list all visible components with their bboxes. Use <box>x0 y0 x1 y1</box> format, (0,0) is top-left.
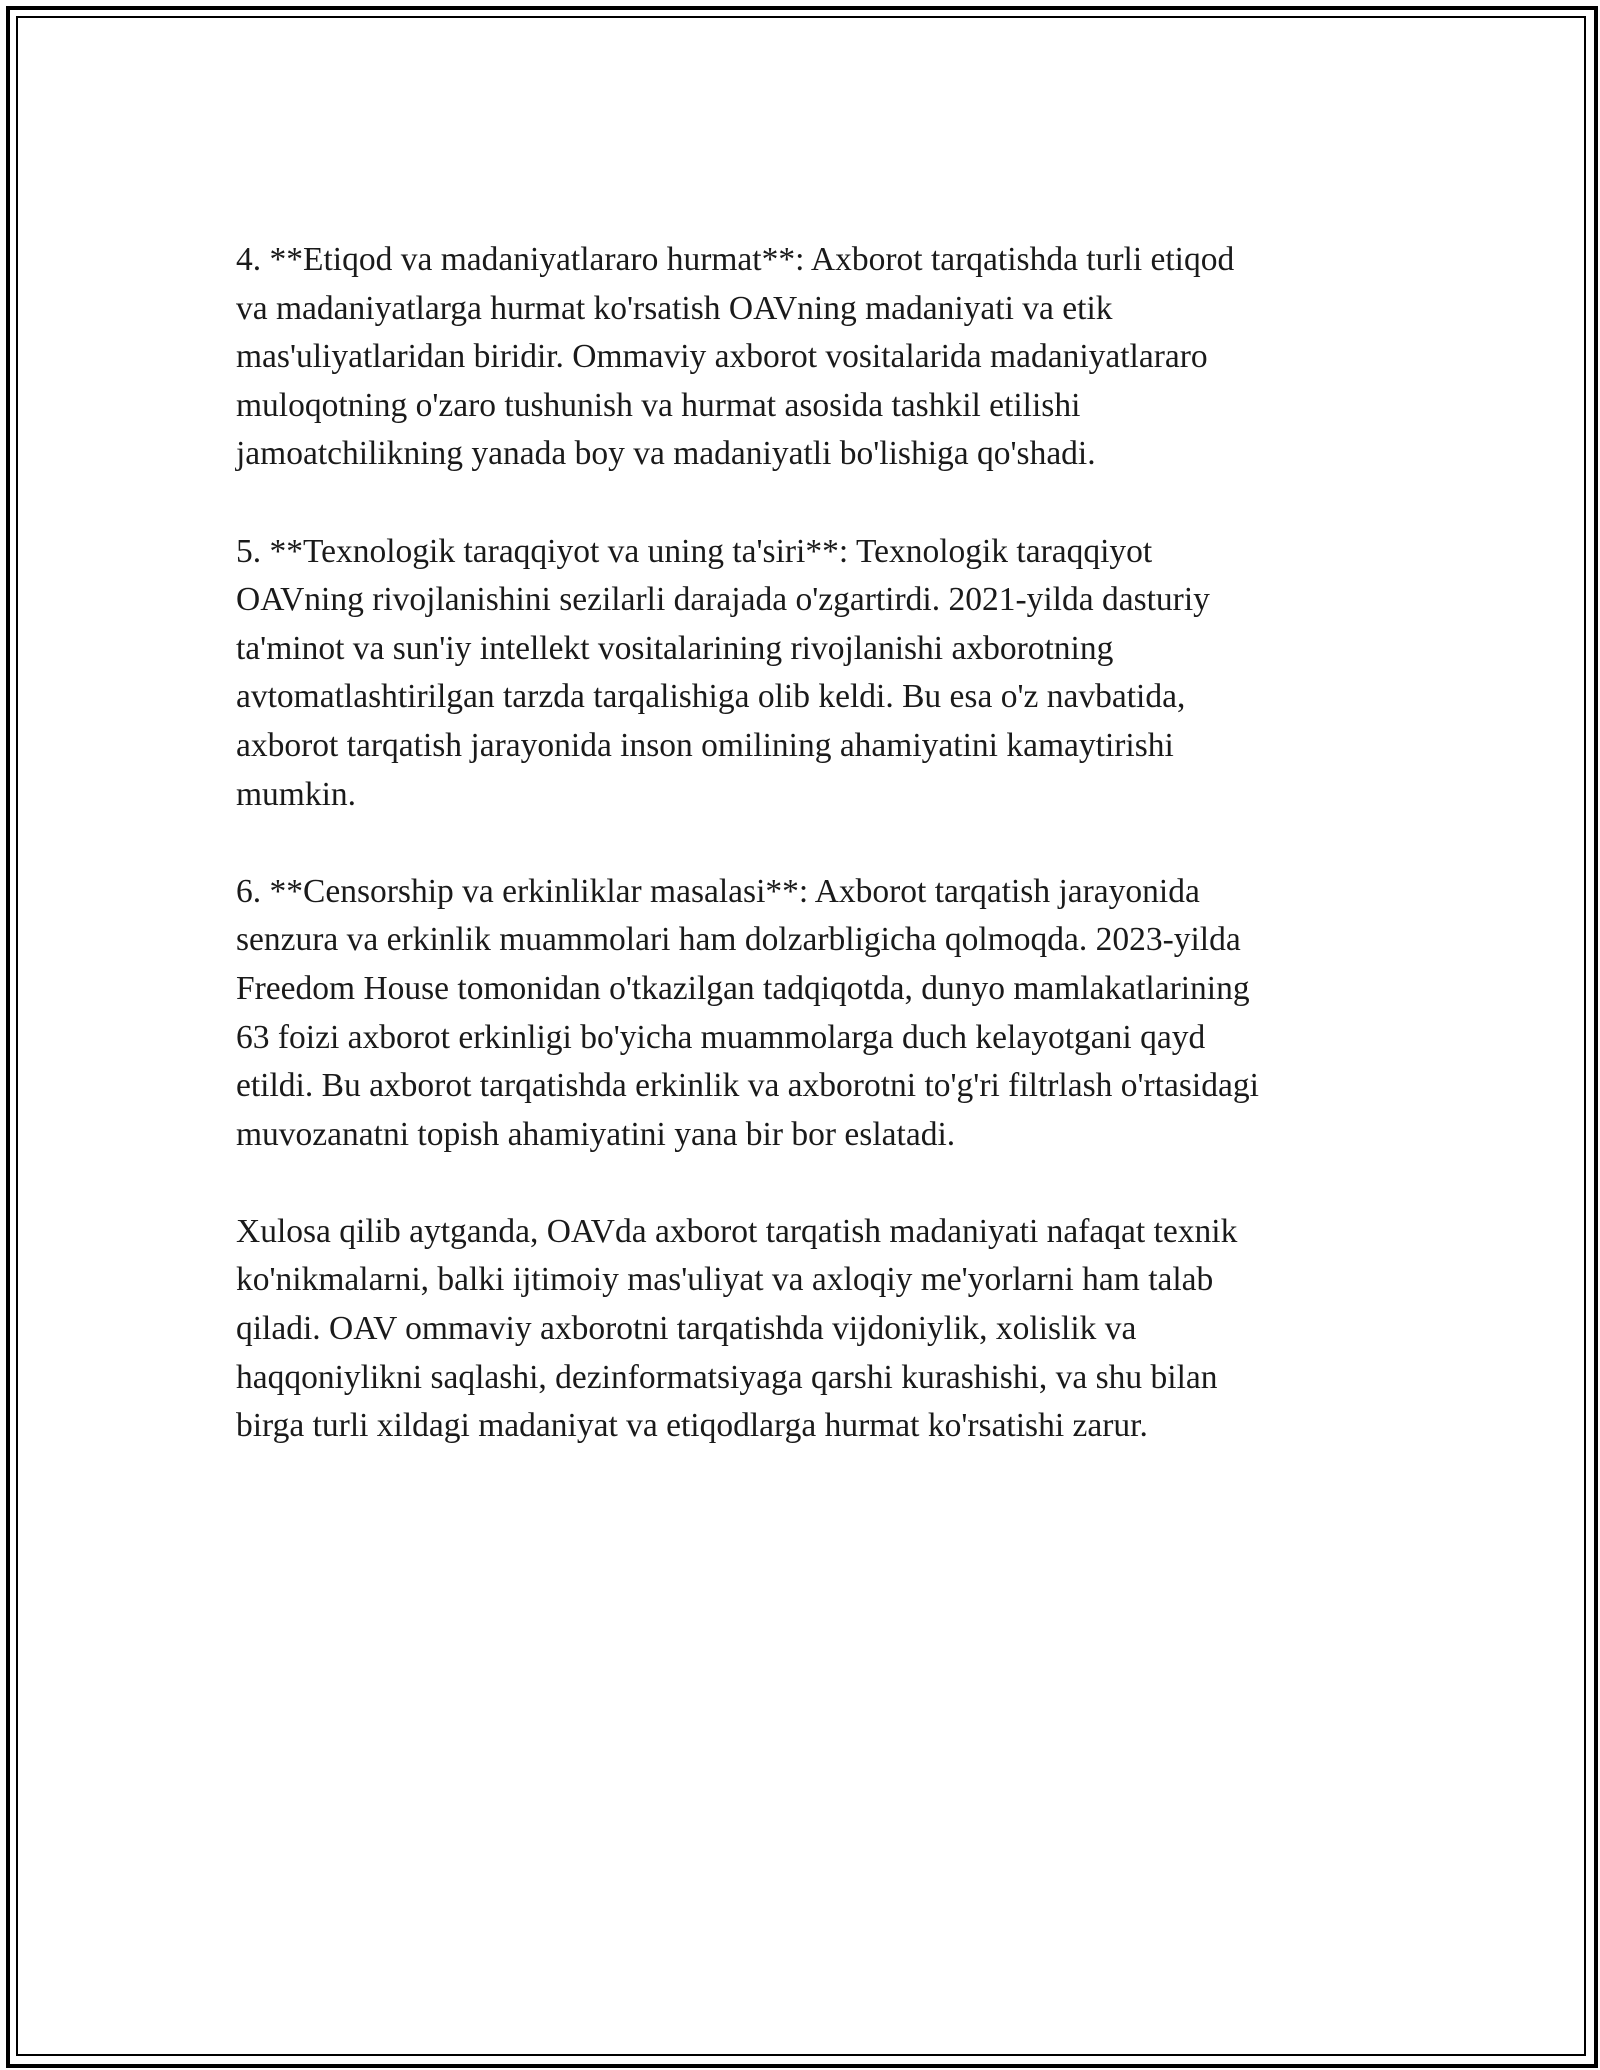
text-line: 6. **Censorship va erkinliklar masalasi**: Axborot tarqatish jarayonida <box>236 872 1200 910</box>
text-line: muvozanatni topish ahamiyatini yana bir bor eslatadi. <box>236 1115 956 1153</box>
text-line: Freedom House tomonidan o'tkazilgan tadqiqotda, dunyo mamlakatlarining <box>236 969 1250 1007</box>
text-line: muloqotning o'zaro tushunish va hurmat asosida tashkil etilishi <box>236 386 1081 424</box>
text-line: va madaniyatlarga hurmat ko'rsatish OAVning madaniyati va etik <box>236 289 1113 327</box>
text-line: ko'nikmalarni, balki ijtimoiy mas'uliyat va axloqiy me'yorlarni ham talab <box>236 1261 1214 1299</box>
text-line: avtomatlashtirilgan tarzda tarqalishiga olib keldi. Bu esa o'z navbatida, <box>236 678 1186 716</box>
text-line: 4. **Etiqod va madaniyatlararo hurmat**: Axborot tarqatishda turli etiqod <box>236 241 1235 278</box>
text-line: jamoatchilikning yanada boy va madaniyatli bo'lishiga qo'shadi. <box>236 435 1096 473</box>
paragraph-technology <box>236 528 1366 820</box>
document-body <box>236 236 1366 1499</box>
text-line: senzura va erkinlik muammolari ham dolzarbligicha qolmoqda. 2023-yilda <box>236 921 1241 959</box>
text-line: birga turli xildagi madaniyat va etiqodlarga hurmat ko'rsatishi zarur. <box>236 1407 1148 1445</box>
text-line: mumkin. <box>236 775 357 813</box>
text-line: 63 foizi axborot erkinligi bo'yicha muammolarga duch kelayotgani qayd <box>236 1018 1206 1056</box>
text-line: OAVning rivojlanishini sezilarli darajada o'zgartirdi. 2021-yilda dasturiy <box>236 581 1210 619</box>
text-line: etildi. Bu axborot tarqatishda erkinlik va axborotni to'g'ri filtrlash o'rtasidagi <box>236 1067 1259 1105</box>
text-line: 5. **Texnologik taraqqiyot va uning ta'siri**: Texnologik taraqqiyot <box>236 532 1153 570</box>
paragraph-censorship <box>236 868 1366 1160</box>
text-line: haqqoniylikni saqlashi, dezinformatsiyaga qarshi kurashishi, va shu bilan <box>236 1358 1218 1396</box>
text-line: ta'minot va sun'iy intellekt vositalarining rivojlanishi axborotning <box>236 629 1114 667</box>
paragraph-conclusion <box>236 1208 1366 1451</box>
paragraph-cultural-respect <box>236 236 1366 479</box>
text-line: qiladi. OAV ommaviy axborotni tarqatishda vijdoniylik, xolislik va <box>236 1310 1137 1348</box>
text-line: mas'uliyatlaridan biridir. Ommaviy axborot vositalarida madaniyatlararo <box>236 338 1208 376</box>
text-line: axborot tarqatish jarayonida inson omilining ahamiyatini kamaytirishi <box>236 726 1174 764</box>
text-line: Xulosa qilib aytganda, OAVda axborot tarqatish madaniyati nafaqat texnik <box>236 1212 1238 1250</box>
